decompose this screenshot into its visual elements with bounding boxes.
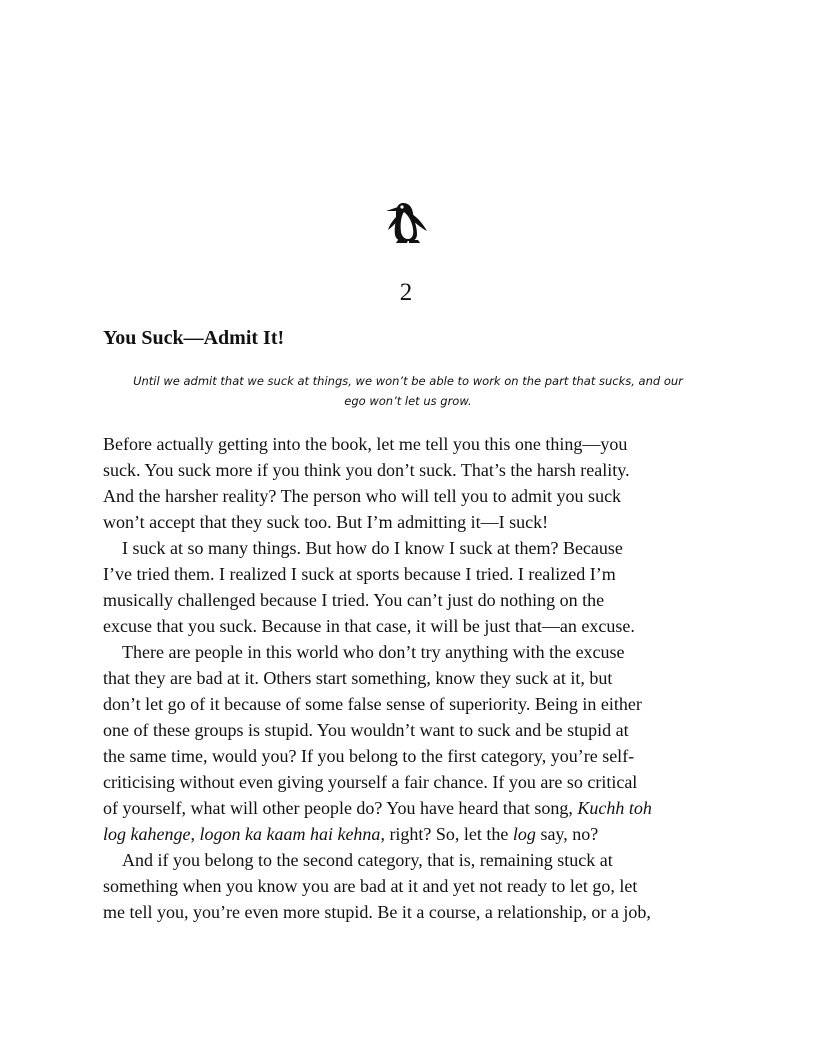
text-segment: me tell you, you’re even more stupid. Be it a course, a relationship, or a job, xyxy=(103,902,651,922)
text-segment: say, no? xyxy=(535,824,599,844)
text-line xyxy=(103,561,723,587)
italic-text: Kuchh toh xyxy=(577,798,652,818)
text-line xyxy=(103,431,723,457)
text-line xyxy=(103,483,723,509)
text-segment: There are people in this world who don’t try anything with the excuse xyxy=(122,642,625,662)
text-line xyxy=(103,847,723,873)
text-segment: Before actually getting into the book, let me tell you this one thing—you xyxy=(103,434,628,454)
text-line xyxy=(103,509,723,535)
text-segment: excuse that you suck. Because in that case, it will be just that—an excuse. xyxy=(103,616,635,636)
text-line xyxy=(103,613,723,639)
paragraph xyxy=(103,431,723,535)
italic-text: log xyxy=(512,824,536,844)
text-segment: And the harsher reality? The person who will tell you to admit you suck xyxy=(103,486,622,506)
text-segment: won’t accept that they suck too. But I’m admitting it—I suck! xyxy=(103,512,549,532)
italic-text: log kahenge xyxy=(103,824,191,844)
text-segment: don’t let go of it because of some false sense of superiority. Being in either xyxy=(103,694,642,714)
text-line xyxy=(103,717,723,743)
text-segment: one of these groups is stupid. You wouldn’t want to suck and be stupid at xyxy=(103,720,629,740)
text-segment: that they are bad at it. Others start something, know they suck at it, but xyxy=(103,668,613,688)
text-segment: And if you belong to the second category, that is, remaining stuck at xyxy=(122,850,613,870)
text-segment: , right? So, let the xyxy=(380,824,513,844)
text-line xyxy=(103,821,723,847)
text-line xyxy=(103,665,723,691)
text-line xyxy=(103,873,723,899)
text-line xyxy=(103,691,723,717)
text-segment: musically challenged because I tried. You can’t just do nothing on the xyxy=(103,590,605,610)
chapter-epigraph xyxy=(110,371,706,411)
text-segment: I suck at so many things. But how do I know I suck at them? Because xyxy=(122,538,623,558)
text-line xyxy=(103,457,723,483)
epigraph-line: Until we admit that we suck at things, we won’t be able to work on the part that sucks, and our xyxy=(133,374,683,388)
text-line xyxy=(103,795,723,821)
italic-text: logon ka kaam hai kehna xyxy=(199,824,381,844)
text-line xyxy=(103,587,723,613)
text-line xyxy=(103,639,723,665)
chapter-number: 2 xyxy=(399,279,413,306)
paragraph xyxy=(103,847,723,925)
penguin-icon xyxy=(380,194,434,248)
chapter-title: You Suck—Admit It! xyxy=(103,327,285,349)
text-line xyxy=(103,899,723,925)
paragraph xyxy=(103,535,723,639)
text-segment: the same time, would you? If you belong to the first category, you’re self- xyxy=(103,746,635,766)
text-segment: suck. You suck more if you think you don’t suck. That’s the harsh reality. xyxy=(103,460,630,480)
text-segment: I’ve tried them. I realized I suck at sports because I tried. I realized I’m xyxy=(103,564,616,584)
text-line xyxy=(103,535,723,561)
body-text xyxy=(103,431,723,925)
text-segment: something when you know you are bad at it and yet not ready to let go, let xyxy=(103,876,638,896)
text-segment: , xyxy=(190,824,200,844)
text-segment: of yourself, what will other people do? You have heard that song, xyxy=(103,798,578,818)
epigraph-line: ego won’t let us grow. xyxy=(344,394,472,408)
text-line xyxy=(103,769,723,795)
paragraph xyxy=(103,639,723,847)
text-segment: criticising without even giving yourself a fair chance. If you are so critical xyxy=(103,772,638,792)
text-line xyxy=(103,743,723,769)
